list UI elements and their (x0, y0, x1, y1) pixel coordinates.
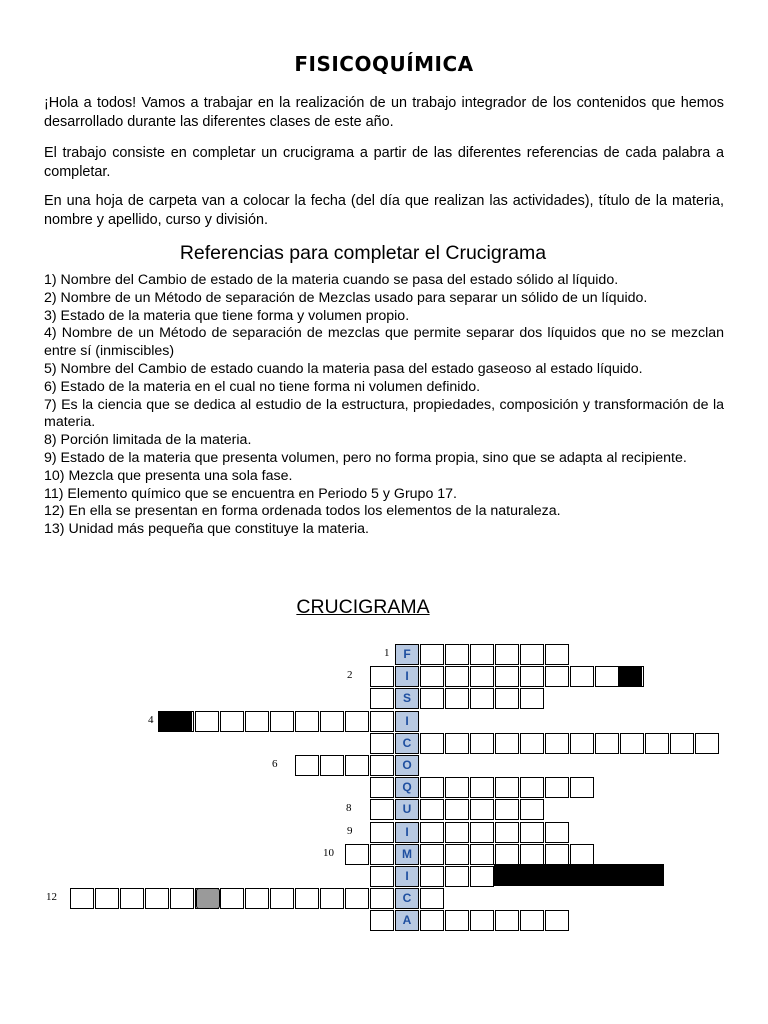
crossword-cell[interactable] (520, 666, 544, 687)
crossword-key-cell: U (395, 799, 419, 820)
crossword-cell[interactable] (370, 822, 394, 843)
crossword-cell[interactable] (495, 844, 519, 865)
crossword-row-number: 12 (46, 891, 57, 904)
crossword-cell[interactable] (595, 666, 619, 687)
crossword-cell[interactable] (445, 777, 469, 798)
crossword-cell[interactable] (420, 844, 444, 865)
crossword-cell[interactable] (295, 755, 319, 776)
crossword-key-cell: Q (395, 777, 419, 798)
crossword-cell[interactable] (470, 666, 494, 687)
crossword-cell[interactable] (495, 666, 519, 687)
crossword-row-number: 6 (272, 758, 278, 770)
crossword-cell[interactable] (420, 822, 444, 843)
crossword-cell[interactable] (420, 799, 444, 820)
crossword-cell[interactable] (370, 688, 394, 709)
crossword-cell[interactable] (495, 644, 519, 665)
crossword-cell[interactable] (595, 733, 619, 754)
crossword-cell[interactable] (345, 888, 369, 909)
reference-item: 7) Es la ciencia que se dedica al estudio de la estructura, propiedades, composición y transformación de la materia. (44, 396, 724, 431)
crossword-key-cell: M (395, 844, 419, 865)
crossword-cell[interactable] (520, 644, 544, 665)
crossword-cell[interactable] (545, 644, 569, 665)
crossword-cell[interactable] (370, 755, 394, 776)
crossword-cell[interactable] (520, 688, 544, 709)
crossword-cell[interactable] (345, 711, 369, 732)
crossword-cell[interactable] (420, 666, 444, 687)
reference-item: 12) En ella se presentan en forma ordenada todos los elementos de la naturaleza. (44, 503, 561, 520)
crossword-cell[interactable] (420, 733, 444, 754)
crossword-cell[interactable] (370, 777, 394, 798)
crossword-cell[interactable] (145, 888, 169, 909)
crossword-row-number: 1 (384, 647, 390, 659)
crossword-cell[interactable] (570, 777, 594, 798)
crossword-cell[interactable] (420, 688, 444, 709)
crossword-cell[interactable] (370, 866, 394, 887)
crossword-cell[interactable] (370, 910, 394, 931)
crossword-cell[interactable] (695, 733, 719, 754)
crossword-cell[interactable] (445, 844, 469, 865)
crossword-cell[interactable] (370, 711, 394, 732)
crossword-cell[interactable] (270, 711, 294, 732)
crossword-cell[interactable] (445, 733, 469, 754)
crossword-key-cell: I (395, 666, 419, 687)
reference-item: 13) Unidad más pequeña que constituye la materia. (44, 521, 369, 538)
crossword-cell[interactable] (370, 844, 394, 865)
crossword-cell[interactable] (370, 733, 394, 754)
crossword-cell[interactable] (445, 822, 469, 843)
crossword-row-number: 10 (323, 846, 334, 859)
crossword-cell[interactable] (470, 688, 494, 709)
reference-item: 5) Nombre del Cambio de estado cuando la materia pasa del estado gaseoso al estado líquido. (44, 360, 643, 377)
crossword-cell[interactable] (495, 777, 519, 798)
crossword-row-number: 8 (346, 802, 352, 815)
crossword-cell[interactable] (295, 711, 319, 732)
crossword-cell[interactable] (345, 844, 369, 865)
crossword-cell[interactable] (120, 888, 144, 909)
crossword-cell[interactable] (520, 799, 544, 820)
crossword-cell[interactable] (445, 688, 469, 709)
crossword-cell[interactable] (445, 644, 469, 665)
crossword-cell[interactable] (495, 910, 519, 931)
references-title: Referencias para completar el Crucigrama (179, 242, 547, 264)
crossword-cell[interactable] (545, 822, 569, 843)
reference-item: 6) Estado de la materia en el cual no tiene forma ni volumen definido. (44, 378, 481, 395)
crossword-cell[interactable] (445, 866, 469, 887)
crossword-cell[interactable] (470, 844, 494, 865)
intro-paragraph-1: ¡Hola a todos! Vamos a trabajar en la realización de un trabajo integrador de los contenidos que hemos desarrollado durante las diferentes clases de este año. (44, 95, 724, 130)
reference-item: 3) Estado de la materia que tiene forma y volumen propio. (44, 307, 410, 324)
crossword-cell[interactable] (520, 733, 544, 754)
crossword-key-cell: I (395, 711, 419, 732)
reference-item: 8) Porción limitada de la materia. (44, 432, 252, 449)
crossword-cell[interactable] (495, 688, 519, 709)
crossword-cell[interactable] (520, 777, 544, 798)
crossword-cell[interactable] (195, 711, 219, 732)
crossword-cell[interactable] (420, 888, 444, 909)
crossword-key-cell: A (395, 910, 419, 931)
crossword-key-cell: S (395, 688, 419, 709)
crossword-cell[interactable] (320, 755, 344, 776)
reference-item: 1) Nombre del Cambio de estado de la materia cuando se pasa del estado sólido al líquido. (44, 272, 619, 288)
reference-item: 4) Nombre de un Método de separación de mezclas que permite separar dos líquidos que no se mezclan entre sí (inmiscibles) (44, 325, 724, 360)
crossword-cell[interactable] (270, 888, 294, 909)
crossword-cell[interactable] (420, 644, 444, 665)
crossword-cell[interactable] (670, 733, 694, 754)
blacked-bar (494, 864, 664, 886)
crossword-row-number: 4 (148, 713, 154, 726)
crossword-cell[interactable] (95, 888, 119, 909)
reference-item: 9) Estado de la materia que presenta volumen, pero no forma propia, sino que se adapta al recipiente. (44, 449, 687, 466)
crossword-cell[interactable] (470, 910, 494, 931)
crossword-cell[interactable] (545, 910, 569, 931)
crossword-cell[interactable] (70, 888, 94, 909)
crossword-cell[interactable] (420, 910, 444, 931)
crossword-cell[interactable] (320, 888, 344, 909)
crossword-cell[interactable] (545, 666, 569, 687)
crossword-cell[interactable] (470, 644, 494, 665)
crossword-key-cell: C (395, 888, 419, 909)
crossword-cell[interactable] (570, 844, 594, 865)
crossword-cell[interactable] (470, 866, 494, 887)
crossword-key-cell: C (395, 733, 419, 754)
crossword-key-cell: O (395, 755, 419, 776)
crossword-cell[interactable] (620, 733, 644, 754)
blacked-cell (158, 711, 192, 732)
crossword-cell[interactable] (220, 888, 244, 909)
crossword-cell[interactable] (420, 777, 444, 798)
intro-paragraph-2: El trabajo consiste en completar un crucigrama a partir de las diferentes referencias de cada palabra a completar. (44, 145, 724, 180)
crossword-cell[interactable] (445, 799, 469, 820)
crossword-cell[interactable] (520, 910, 544, 931)
crossword-row-number: 2 (347, 669, 353, 682)
crossword-key-cell: F (395, 644, 419, 665)
crossword-cell[interactable] (495, 822, 519, 843)
crossword-cell[interactable] (520, 822, 544, 843)
crossword-key-cell: I (395, 866, 419, 887)
crossword-cell[interactable] (370, 666, 394, 687)
crossword-cell[interactable] (445, 666, 469, 687)
crossword-cell[interactable] (470, 799, 494, 820)
crossword-row-number: 9 (347, 824, 353, 837)
reference-item: 2) Nombre de un Método de separación de Mezclas usado para separar un sólido de un líquido. (44, 289, 648, 306)
crossword-cell[interactable] (545, 733, 569, 754)
crossword-cell[interactable] (470, 777, 494, 798)
crossword-cell[interactable] (470, 822, 494, 843)
crossword-cell[interactable] (370, 888, 394, 909)
crossword-cell[interactable] (245, 711, 269, 732)
crossword-cell[interactable] (170, 888, 194, 909)
crossword-cell[interactable] (570, 666, 594, 687)
crossword-cell[interactable] (420, 866, 444, 887)
blacked-cell (618, 666, 642, 687)
crossword-key-cell: I (395, 822, 419, 843)
crossword-cell[interactable] (295, 888, 319, 909)
crossword-cell[interactable] (570, 733, 594, 754)
reference-item: 10) Mezcla que presenta una sola fase. (44, 467, 293, 484)
reference-item: 11) Elemento químico que se encuentra en Periodo 5 y Grupo 17. (44, 485, 458, 502)
page-title: FISICOQUÍMICA (294, 52, 474, 76)
highlighted-cell (196, 888, 220, 909)
crossword-cell[interactable] (495, 799, 519, 820)
crossword-cell[interactable] (470, 733, 494, 754)
crossword-title: CRUCIGRAMA (296, 596, 430, 618)
crossword-cell[interactable] (520, 844, 544, 865)
crossword-cell[interactable] (545, 844, 569, 865)
crossword-cell[interactable] (345, 755, 369, 776)
crossword-cell[interactable] (545, 777, 569, 798)
crossword-cell[interactable] (445, 910, 469, 931)
crossword-cell[interactable] (495, 733, 519, 754)
crossword-cell[interactable] (245, 888, 269, 909)
crossword-cell[interactable] (220, 711, 244, 732)
crossword-cell[interactable] (370, 799, 394, 820)
crossword-cell[interactable] (645, 733, 669, 754)
intro-paragraph-3: En una hoja de carpeta van a colocar la fecha (del día que realizan las actividades), título de la materia, nombre y apellido, curso y división. (44, 193, 724, 228)
crossword-cell[interactable] (320, 711, 344, 732)
